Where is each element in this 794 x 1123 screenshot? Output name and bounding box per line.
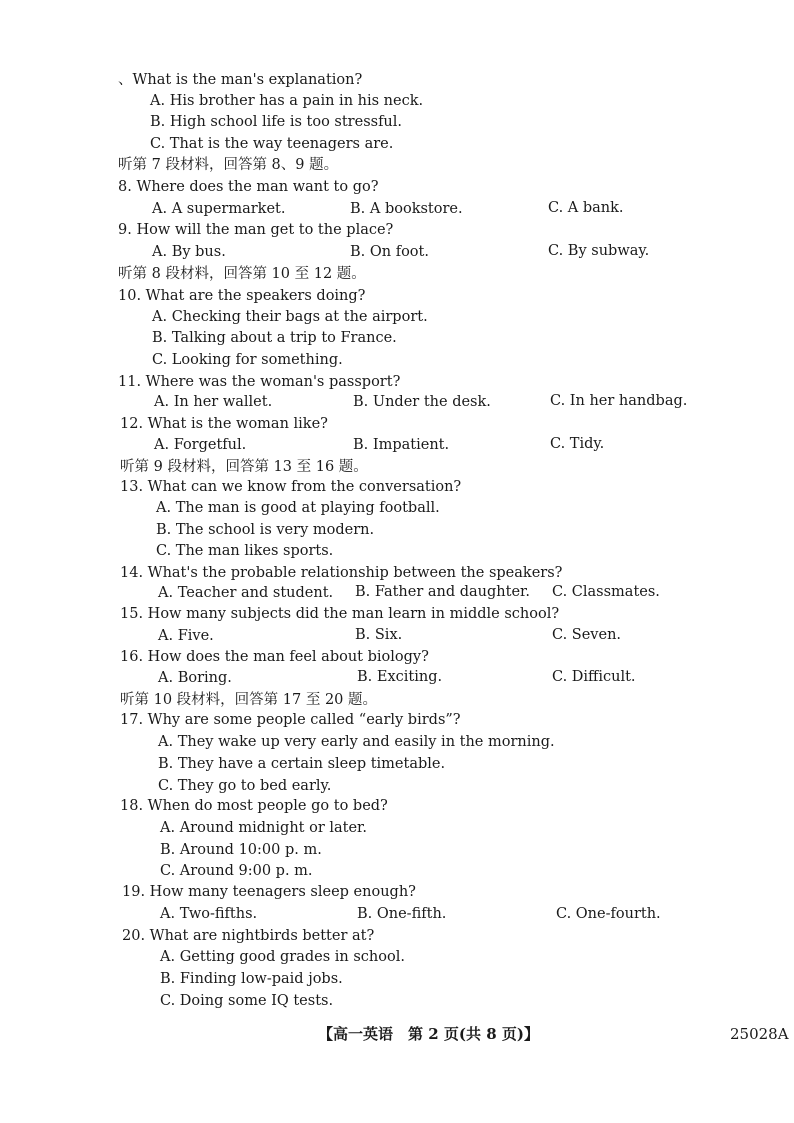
- question-12-option-b: B. Impatient.: [353, 437, 450, 453]
- exam-code: 25028A: [730, 1025, 789, 1043]
- question-20-stem: 20. What are nightbirds better at?: [122, 928, 375, 944]
- question-10-option-c: C. Looking for something.: [152, 352, 343, 368]
- question-18-stem: 18. When do most people go to bed?: [120, 798, 388, 814]
- question-16-stem: 16. How does the man feel about biology?: [120, 649, 429, 665]
- question-19-option-c: C. One-fourth.: [556, 906, 661, 922]
- question-14-option-c: C. Classmates.: [552, 584, 660, 600]
- question-10-option-a: A. Checking their bags at the airport.: [152, 309, 428, 325]
- question-20-option-b: B. Finding low-paid jobs.: [160, 971, 343, 987]
- question-8-option-a: A. A supermarket.: [152, 201, 286, 217]
- question-11-option-a: A. In her wallet.: [154, 394, 273, 410]
- question-14-option-b: B. Father and daughter.: [355, 584, 530, 600]
- question-10-option-b: B. Talking about a trip to France.: [152, 330, 397, 346]
- question-19-option-b: B. One-fifth.: [357, 906, 447, 922]
- question-12-stem: 12. What is the woman like?: [120, 416, 328, 432]
- question-15-option-a: A. Five.: [158, 628, 214, 644]
- question-9-stem: 9. How will the man get to the place?: [118, 222, 394, 238]
- question-11-option-b: B. Under the desk.: [353, 394, 491, 410]
- question-18-option-b: B. Around 10:00 p. m.: [160, 842, 322, 858]
- section-heading-7: 听第 7 段材料，回答第 8、9 题。: [118, 157, 339, 173]
- question-10-stem: 10. What are the speakers doing?: [118, 288, 366, 304]
- question-18-option-c: C. Around 9:00 p. m.: [160, 863, 313, 879]
- question-15-option-c: C. Seven.: [552, 627, 622, 643]
- question-17-option-b: B. They have a certain sleep timetable.: [158, 756, 446, 772]
- question-8-option-c: C. A bank.: [548, 200, 624, 216]
- question-13-stem: 13. What can we know from the conversation?: [120, 479, 462, 495]
- section-heading-10: 听第 10 段材料，回答第 17 至 20 题。: [120, 692, 378, 708]
- question-17-option-a: A. They wake up very early and easily in the morning.: [158, 734, 555, 750]
- question-15-stem: 15. How many subjects did the man learn in middle school?: [120, 606, 560, 622]
- question-14-option-a: A. Teacher and student.: [158, 585, 334, 601]
- question-12-option-a: A. Forgetful.: [154, 437, 247, 453]
- question-18-option-a: A. Around midnight or later.: [160, 820, 368, 836]
- question-9-option-b: B. On foot.: [350, 244, 429, 260]
- question-17-stem: 17. Why are some people called “early birds”?: [120, 712, 461, 728]
- question-7-option-a: A. His brother has a pain in his neck.: [150, 93, 424, 109]
- question-7-stem: 、What is the man's explanation?: [118, 72, 363, 88]
- question-20-option-c: C. Doing some IQ tests.: [160, 993, 334, 1009]
- question-11-stem: 11. Where was the woman's passport?: [118, 374, 401, 390]
- question-16-option-b: B. Exciting.: [357, 669, 443, 685]
- question-17-option-c: C. They go to bed early.: [158, 778, 332, 794]
- question-7-option-c: C. That is the way teenagers are.: [150, 136, 394, 152]
- page-footer-label: 【高一英语 第 2 页(共 8 页)】: [318, 1025, 539, 1043]
- section-heading-9: 听第 9 段材料，回答第 13 至 16 题。: [120, 459, 368, 475]
- section-heading-8: 听第 8 段材料，回答第 10 至 12 题。: [118, 266, 366, 282]
- question-19-stem: 19. How many teenagers sleep enough?: [122, 884, 416, 900]
- question-19-option-a: A. Two-fifths.: [160, 906, 258, 922]
- question-8-option-b: B. A bookstore.: [350, 201, 463, 217]
- question-13-option-a: A. The man is good at playing football.: [156, 500, 440, 516]
- question-16-option-a: A. Boring.: [158, 670, 232, 686]
- question-12-option-c: C. Tidy.: [550, 436, 605, 452]
- question-9-option-a: A. By bus.: [152, 244, 226, 260]
- question-15-option-b: B. Six.: [355, 627, 403, 643]
- question-13-option-b: B. The school is very modern.: [156, 522, 375, 538]
- question-9-option-c: C. By subway.: [548, 243, 650, 259]
- question-14-stem: 14. What's the probable relationship between the speakers?: [120, 565, 563, 581]
- question-7-option-b: B. High school life is too stressful.: [150, 114, 403, 130]
- question-16-option-c: C. Difficult.: [552, 669, 636, 685]
- question-11-option-c: C. In her handbag.: [550, 393, 688, 409]
- question-13-option-c: C. The man likes sports.: [156, 543, 334, 559]
- question-20-option-a: A. Getting good grades in school.: [160, 949, 405, 965]
- question-8-stem: 8. Where does the man want to go?: [118, 179, 379, 195]
